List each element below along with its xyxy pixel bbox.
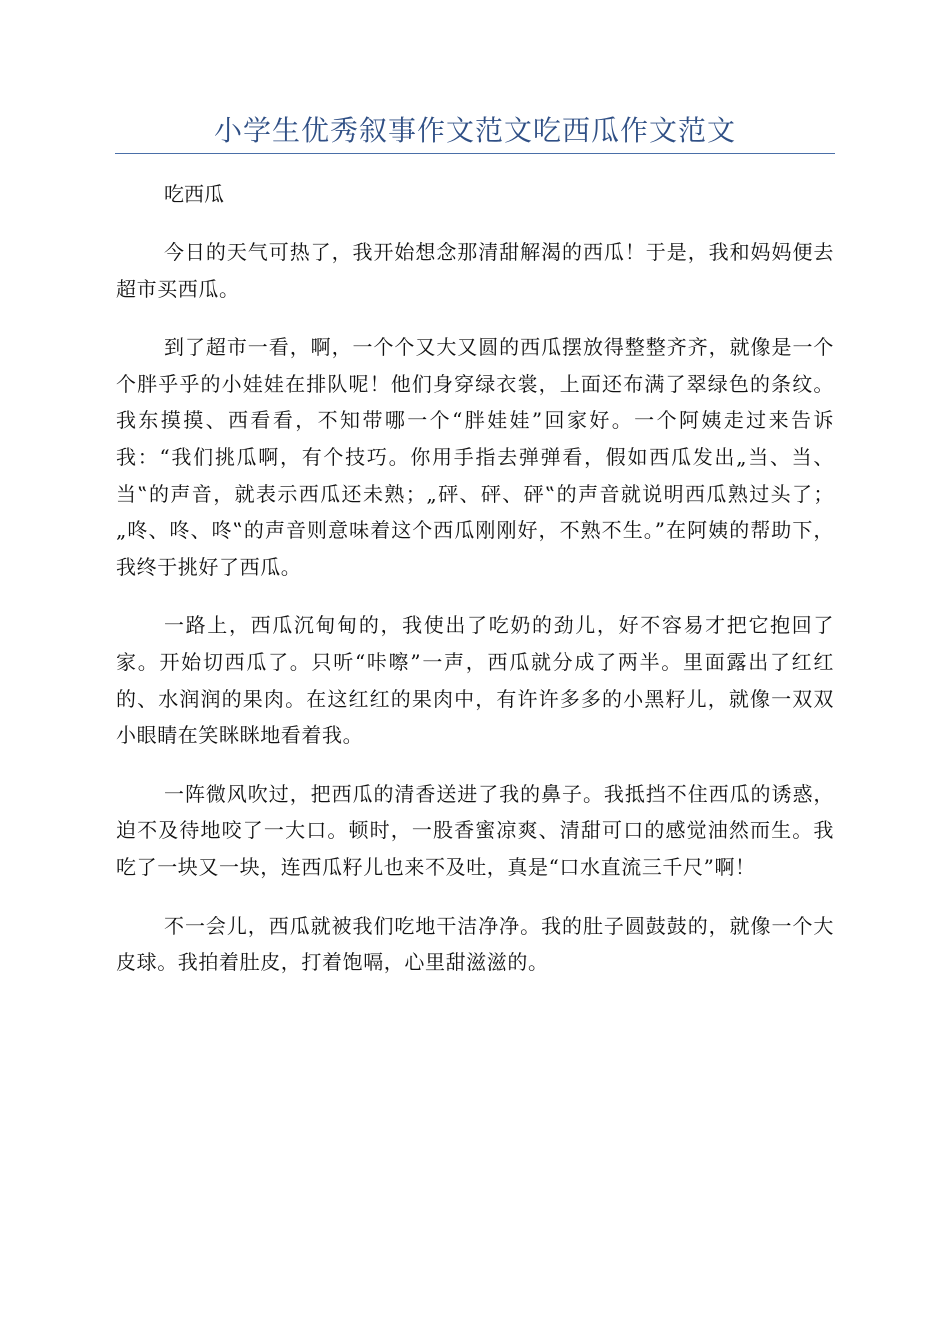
essay-heading: 吃西瓜 [164,182,224,206]
document-title: 小学生优秀叙事作文范文吃西瓜作文范文 [213,114,736,147]
paragraph-5: 不一会儿，西瓜就被我们吃地干洁净净。我的肚子圆鼓鼓的，就像一个大皮球。我拍着肚皮，打着饱嗝，心里甜滋滋的。 [116,913,834,975]
paragraph-2: 到了超市一看，啊，一个个又大又圆的西瓜摆放得整整齐齐，就像是一个个胖乎乎的小娃娃在排队呢！他们身穿绿衣裳，上面还布满了翠绿色的条纹。我东摸摸、西看看，不知带哪一个“胖娃娃”回家好。一个阿姨走过来告诉我：“我们挑瓜啊，有个技巧。你用手指去弹弹看，假如西瓜发出„当、当、当‟的声音，就表示西瓜还未熟；„砰、砰、砰‟的声音就说明西瓜熟过头了；„咚、咚、咚‟的声音则意味着这个西瓜刚刚好，不熟不生。”在阿姨的帮助下，我终于挑好了西瓜。 [116,335,834,579]
paragraph-1: 今日的天气可热了，我开始想念那清甜解渴的西瓜！于是，我和妈妈便去超市买西瓜。 [116,240,834,301]
document-body [116,176,834,1003]
paragraph-3: 一路上，西瓜沉甸甸的，我使出了吃奶的劲儿，好不容易才把它抱回了家。开始切西瓜了。只听“咔嚓”一声，西瓜就分成了两半。里面露出了红红的、水润润的果肉。在这红红的果肉中，有许许多多的小黑籽儿，就像一双双小眼睛在笑眯眯地看着我。 [116,613,834,748]
title-underline [115,153,835,154]
paragraph-4: 一阵微风吹过，把西瓜的清香送进了我的鼻子。我抵挡不住西瓜的诱惑，迫不及待地咬了一大口。顿时，一股香蜜凉爽、清甜可口的感觉油然而生。我吃了一块又一块，连西瓜籽儿也来不及吐，真是“口水直流三千尺”啊！ [116,781,834,879]
